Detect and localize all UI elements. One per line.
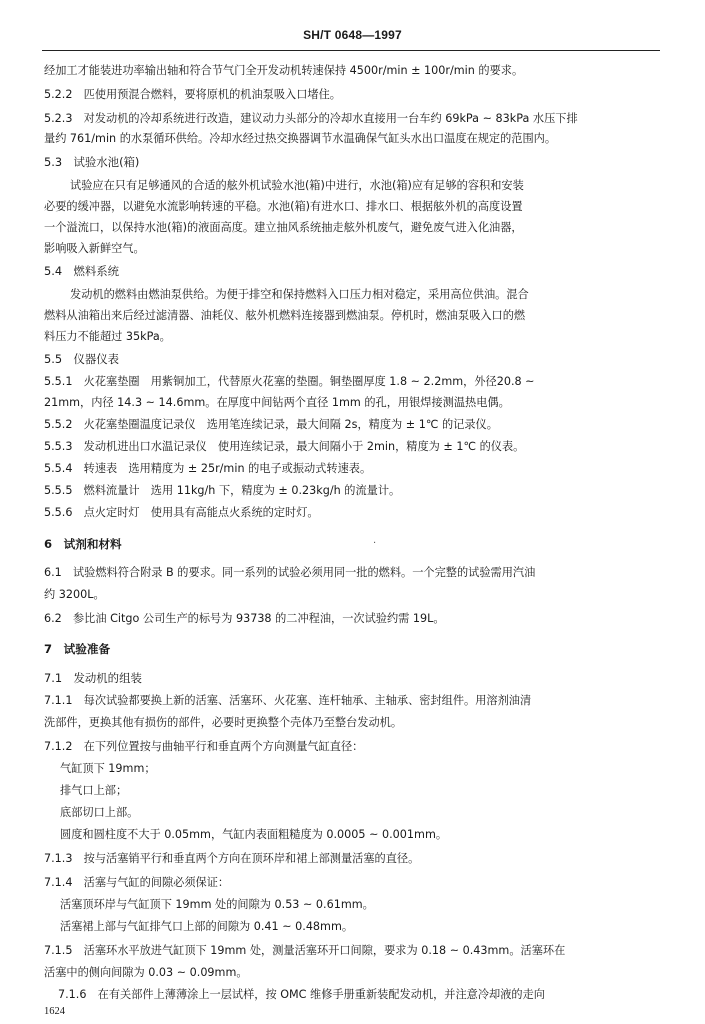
clause-7-1-3: 7.1.3 按与活塞销平行和垂直两个方向在顶环岸和裙上部测量活塞的直径。 xyxy=(44,852,420,865)
clause-5-5-2: 5.5.2 火花塞垫圈温度记录仪 选用笔连续记录，最大间隔 2s，精度为 ± 1℃ 的记录仪。 xyxy=(44,418,498,431)
clause-5-2-2: 5.2.2 匹使用预混合燃料，要将原机的机油泵吸入口堵住。 xyxy=(44,88,341,101)
list-item: 底部切口上部。 xyxy=(60,806,139,819)
clause-6-2: 6.2 参比油 Citgo 公司生产的标号为 93738 的二冲程油，一次试验约需 19L。 xyxy=(44,612,445,625)
text-line: 活塞中的侧向间隙为 0.03 ~ 0.09mm。 xyxy=(44,966,248,979)
clause-5-5-1: 5.5.1 火花塞垫圈 用紫铜加工，代替原火花塞的垫圈。铜垫圈厚度 1.8 ~ 2.2mm，外径20.8 ~ xyxy=(44,375,535,388)
heading-5-5: 5.5 仪器仪表 xyxy=(44,352,120,366)
heading-6: 6 试剂和材料 xyxy=(44,537,122,551)
stray-mark: · xyxy=(373,538,377,549)
text-line: 21mm，内径 14.3 ~ 14.6mm。在厚度中间钻两个直径 1mm 的孔，用银焊接测温热电偶。 xyxy=(44,396,510,409)
list-item: 圆度和圆柱度不大于 0.05mm，气缸内表面粗糙度为 0.0005 ~ 0.001mm。 xyxy=(60,828,448,841)
clause-7-1-5: 7.1.5 活塞环水平放进气缸顶下 19mm 处，测量活塞环开口间隙，要求为 0.18 ~ 0.43mm。活塞环在 xyxy=(44,944,566,957)
page-number: 1624 xyxy=(44,1006,65,1017)
clause-5-5-3: 5.5.3 发动机进出口水温记录仪 使用连续记录，最大间隔小于 2min，精度为 ± 1℃ 的仪表。 xyxy=(44,440,525,453)
clause-7-1-6: 7.1.6 在有关部件上薄薄涂上一层试样，按 OMC 维修手册重新装配发动机，并注意冷却液的走向 xyxy=(58,988,545,1001)
text-line: 一个溢流口，以保持水池(箱)的液面高度。建立抽风系统抽走舷外机废气，避免废气进入化油器， xyxy=(44,221,523,234)
text-line: 影响吸入新鲜空气。 xyxy=(44,242,145,255)
text-line: 量约 761/min 的水泵循环供给。冷却水经过热交换器调节水温确保气缸头水出口温度在规定的范围内。 xyxy=(44,132,557,145)
header-rule xyxy=(42,50,660,51)
page-header: SH/T 0648—1997 xyxy=(303,28,402,42)
text-line: 经加工才能装进功率输出轴和符合节气门全开发动机转速保持 4500r/min ± 100r/min 的要求。 xyxy=(44,64,524,77)
heading-7-1: 7.1 发动机的组装 xyxy=(44,671,142,685)
text-line: 发动机的燃料由燃油泵供给。为便于排空和保持燃料入口压力相对稳定，采用高位供油。混合 xyxy=(70,288,529,301)
heading-5-4: 5.4 燃料系统 xyxy=(44,264,120,278)
text-line: 试验应在只有足够通风的合适的舷外机试验水池(箱)中进行，水池(箱)应有足够的容积和安装 xyxy=(70,179,524,192)
text-line: 必要的缓冲器，以避免水流影响转速的平稳。水池(箱)有进水口、排水口、根据舷外机的高度设置 xyxy=(44,200,523,213)
list-item: 活塞顶环岸与气缸顶下 19mm 处的间隙为 0.53 ~ 0.61mm。 xyxy=(60,898,374,911)
clause-7-1-2: 7.1.2 在下列位置按与曲轴平行和垂直两个方向测量气缸直径： xyxy=(44,740,364,753)
list-item: 排气口上部； xyxy=(60,784,128,797)
list-item: 活塞裙上部与气缸排气口上部的间隙为 0.41 ~ 0.48mm。 xyxy=(60,920,354,933)
heading-5-3: 5.3 试验水池(箱) xyxy=(44,155,140,169)
clause-7-1-4: 7.1.4 活塞与气缸的间隙必须保证： xyxy=(44,876,230,889)
clause-5-5-4: 5.5.4 转速表 选用精度为 ± 25r/min 的电子或振动式转速表。 xyxy=(44,462,372,475)
clause-5-5-5: 5.5.5 燃料流量计 选用 11kg/h 下，精度为 ± 0.23kg/h 的流量计。 xyxy=(44,484,401,497)
text-line: 燃料从油箱出来后经过滤清器、油耗仪、舷外机燃料连接器到燃油泵。停机时，燃油泵吸入口的燃 xyxy=(44,309,526,322)
clause-5-5-6: 5.5.6 点火定时灯 使用具有高能点火系统的定时灯。 xyxy=(44,506,319,519)
text-line: 约 3200L。 xyxy=(44,588,105,601)
clause-5-2-3: 5.2.3 对发动机的冷却系统进行改造，建议动力头部分的冷却水直接用一台车约 69kPa ~ 83kPa 水压下排 xyxy=(44,112,578,125)
list-item: 气缸顶下 19mm； xyxy=(60,762,156,775)
text-line: 料压力不能超过 35kPa。 xyxy=(44,330,171,343)
heading-7: 7 试验准备 xyxy=(44,642,111,656)
clause-6-1: 6.1 试验燃料符合附录 B 的要求。同一系列的试验必须用同一批的燃料。一个完整的试验需用汽油 xyxy=(44,566,536,579)
clause-7-1-1: 7.1.1 每次试验都要换上新的活塞、活塞环、火花塞、连杆轴承、主轴承、密封组件。用溶剂油清 xyxy=(44,694,532,707)
text-line: 洗部件，更换其他有损伤的部件，必要时更换整个壳体乃至整台发动机。 xyxy=(44,716,403,729)
